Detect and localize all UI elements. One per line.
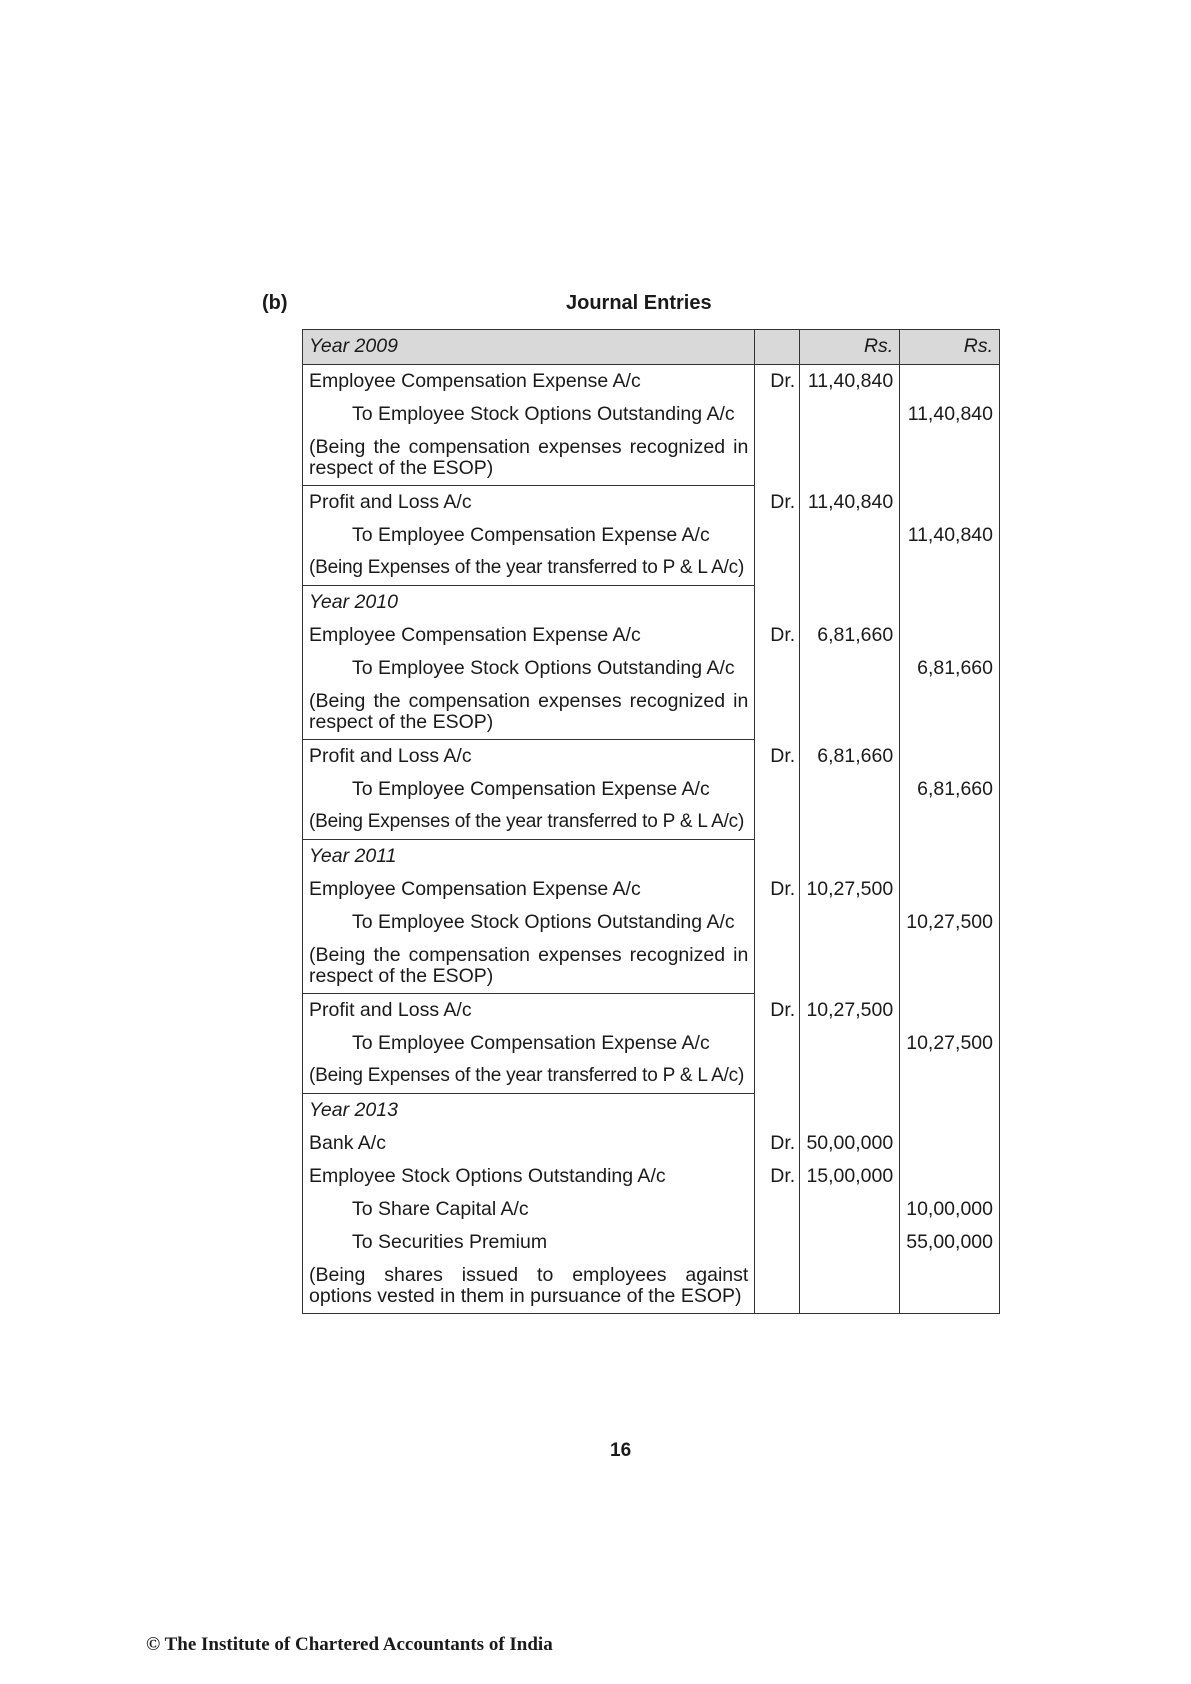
dr-mark	[755, 1259, 800, 1314]
credit-amount	[900, 1259, 1000, 1314]
dr-mark: Dr.	[755, 1127, 800, 1160]
debit-amount	[800, 685, 900, 740]
debit-amount	[800, 1027, 900, 1060]
dr-mark	[755, 552, 800, 586]
dr-mark	[755, 586, 800, 620]
header-dr	[755, 330, 800, 365]
dr-mark: Dr.	[755, 1160, 800, 1193]
table-row	[303, 652, 1000, 685]
table-row	[303, 939, 1000, 994]
debit-amount: 6,81,660	[800, 740, 900, 774]
table-row	[303, 431, 1000, 486]
credit-amount	[900, 619, 1000, 652]
table-row	[303, 552, 1000, 586]
page-title: Journal Entries	[566, 292, 712, 314]
dr-mark	[755, 906, 800, 939]
debit-amount: 10,27,500	[800, 994, 900, 1028]
dr-mark	[755, 1094, 800, 1128]
section-label: (b)	[262, 292, 288, 314]
credit-amount	[900, 431, 1000, 486]
table-row	[303, 906, 1000, 939]
narration: (Being Expenses of the year transferred to P & L A/c)	[303, 806, 755, 840]
credit-amount: 55,00,000	[900, 1226, 1000, 1259]
credit-amount	[900, 873, 1000, 906]
header-year: Year 2009	[303, 330, 755, 365]
particulars: To Employee Stock Options Outstanding A/c	[303, 906, 755, 939]
particulars: Employee Stock Options Outstanding A/c	[303, 1160, 755, 1193]
table-row	[303, 806, 1000, 840]
year-heading: Year 2013	[303, 1094, 755, 1128]
footer-copyright: © The Institute of Chartered Accountants of India	[146, 1634, 553, 1655]
debit-amount	[800, 431, 900, 486]
credit-amount	[900, 486, 1000, 520]
particulars: Profit and Loss A/c	[303, 740, 755, 774]
table-row	[303, 740, 1000, 774]
table-row	[303, 1027, 1000, 1060]
particulars: Profit and Loss A/c	[303, 486, 755, 520]
credit-amount: 10,00,000	[900, 1193, 1000, 1226]
debit-amount	[800, 840, 900, 874]
table-row	[303, 519, 1000, 552]
debit-amount	[800, 1226, 900, 1259]
table-row	[303, 1094, 1000, 1128]
dr-mark: Dr.	[755, 740, 800, 774]
table-row	[303, 486, 1000, 520]
page-number: 16	[610, 1440, 632, 1461]
dr-mark	[755, 773, 800, 806]
particulars: To Employee Compensation Expense A/c	[303, 773, 755, 806]
table-row	[303, 365, 1000, 399]
particulars: Employee Compensation Expense A/c	[303, 365, 755, 399]
dr-mark: Dr.	[755, 873, 800, 906]
debit-amount: 6,81,660	[800, 619, 900, 652]
credit-amount	[900, 740, 1000, 774]
debit-amount	[800, 1193, 900, 1226]
table-row	[303, 619, 1000, 652]
particulars: To Securities Premium	[303, 1226, 755, 1259]
credit-amount	[900, 939, 1000, 994]
table-row	[303, 685, 1000, 740]
dr-mark	[755, 519, 800, 552]
dr-mark	[755, 431, 800, 486]
year-heading: Year 2011	[303, 840, 755, 874]
narration: (Being the compensation expenses recognized in respect of the ESOP)	[303, 431, 755, 486]
dr-mark: Dr.	[755, 486, 800, 520]
particulars: Employee Compensation Expense A/c	[303, 619, 755, 652]
narration: (Being shares issued to employees against options vested in them in pursuance of the ESOP)	[303, 1259, 755, 1314]
credit-amount	[900, 840, 1000, 874]
table-row	[303, 873, 1000, 906]
dr-mark	[755, 939, 800, 994]
dr-mark: Dr.	[755, 994, 800, 1028]
table-row	[303, 1226, 1000, 1259]
debit-amount	[800, 806, 900, 840]
particulars: Bank A/c	[303, 1127, 755, 1160]
particulars: Profit and Loss A/c	[303, 994, 755, 1028]
dr-mark: Dr.	[755, 365, 800, 399]
credit-amount	[900, 806, 1000, 840]
credit-amount	[900, 1060, 1000, 1094]
particulars: To Employee Stock Options Outstanding A/c	[303, 652, 755, 685]
debit-amount	[800, 552, 900, 586]
dr-mark: Dr.	[755, 619, 800, 652]
credit-amount	[900, 1127, 1000, 1160]
credit-amount	[900, 994, 1000, 1028]
credit-amount: 6,81,660	[900, 652, 1000, 685]
credit-amount	[900, 685, 1000, 740]
credit-amount	[900, 586, 1000, 620]
particulars: Employee Compensation Expense A/c	[303, 873, 755, 906]
header-debit: Rs.	[800, 330, 900, 365]
particulars: To Employee Compensation Expense A/c	[303, 1027, 755, 1060]
credit-amount: 11,40,840	[900, 519, 1000, 552]
narration: (Being the compensation expenses recognized in respect of the ESOP)	[303, 939, 755, 994]
debit-amount: 50,00,000	[800, 1127, 900, 1160]
table-row	[303, 1160, 1000, 1193]
dr-mark	[755, 1060, 800, 1094]
table-row	[303, 773, 1000, 806]
debit-amount	[800, 586, 900, 620]
dr-mark	[755, 652, 800, 685]
narration: (Being the compensation expenses recognized in respect of the ESOP)	[303, 685, 755, 740]
table-row	[303, 1060, 1000, 1094]
table-row	[303, 1193, 1000, 1226]
debit-amount: 10,27,500	[800, 873, 900, 906]
table-row	[303, 1127, 1000, 1160]
dr-mark	[755, 840, 800, 874]
credit-amount: 11,40,840	[900, 398, 1000, 431]
debit-amount	[800, 906, 900, 939]
credit-amount	[900, 552, 1000, 586]
credit-amount: 10,27,500	[900, 1027, 1000, 1060]
debit-amount	[800, 1259, 900, 1314]
debit-amount: 15,00,000	[800, 1160, 900, 1193]
dr-mark	[755, 1226, 800, 1259]
table-row	[303, 586, 1000, 620]
dr-mark	[755, 398, 800, 431]
debit-amount	[800, 1094, 900, 1128]
debit-amount	[800, 398, 900, 431]
header-credit: Rs.	[900, 330, 1000, 365]
journal-table	[302, 329, 1000, 1314]
debit-amount	[800, 1060, 900, 1094]
narration: (Being Expenses of the year transferred to P & L A/c)	[303, 552, 755, 586]
dr-mark	[755, 806, 800, 840]
debit-amount	[800, 939, 900, 994]
table-header	[303, 330, 1000, 365]
debit-amount: 11,40,840	[800, 486, 900, 520]
credit-amount	[900, 1094, 1000, 1128]
dr-mark	[755, 1193, 800, 1226]
year-heading: Year 2010	[303, 586, 755, 620]
debit-amount	[800, 773, 900, 806]
table-row	[303, 840, 1000, 874]
particulars: To Employee Compensation Expense A/c	[303, 519, 755, 552]
table-row	[303, 994, 1000, 1028]
debit-amount	[800, 652, 900, 685]
narration: (Being Expenses of the year transferred to P & L A/c)	[303, 1060, 755, 1094]
table-row	[303, 1259, 1000, 1314]
credit-amount	[900, 365, 1000, 399]
particulars: To Employee Stock Options Outstanding A/c	[303, 398, 755, 431]
credit-amount	[900, 1160, 1000, 1193]
dr-mark	[755, 1027, 800, 1060]
particulars: To Share Capital A/c	[303, 1193, 755, 1226]
dr-mark	[755, 685, 800, 740]
debit-amount	[800, 519, 900, 552]
credit-amount: 6,81,660	[900, 773, 1000, 806]
debit-amount: 11,40,840	[800, 365, 900, 399]
table-row	[303, 398, 1000, 431]
credit-amount: 10,27,500	[900, 906, 1000, 939]
